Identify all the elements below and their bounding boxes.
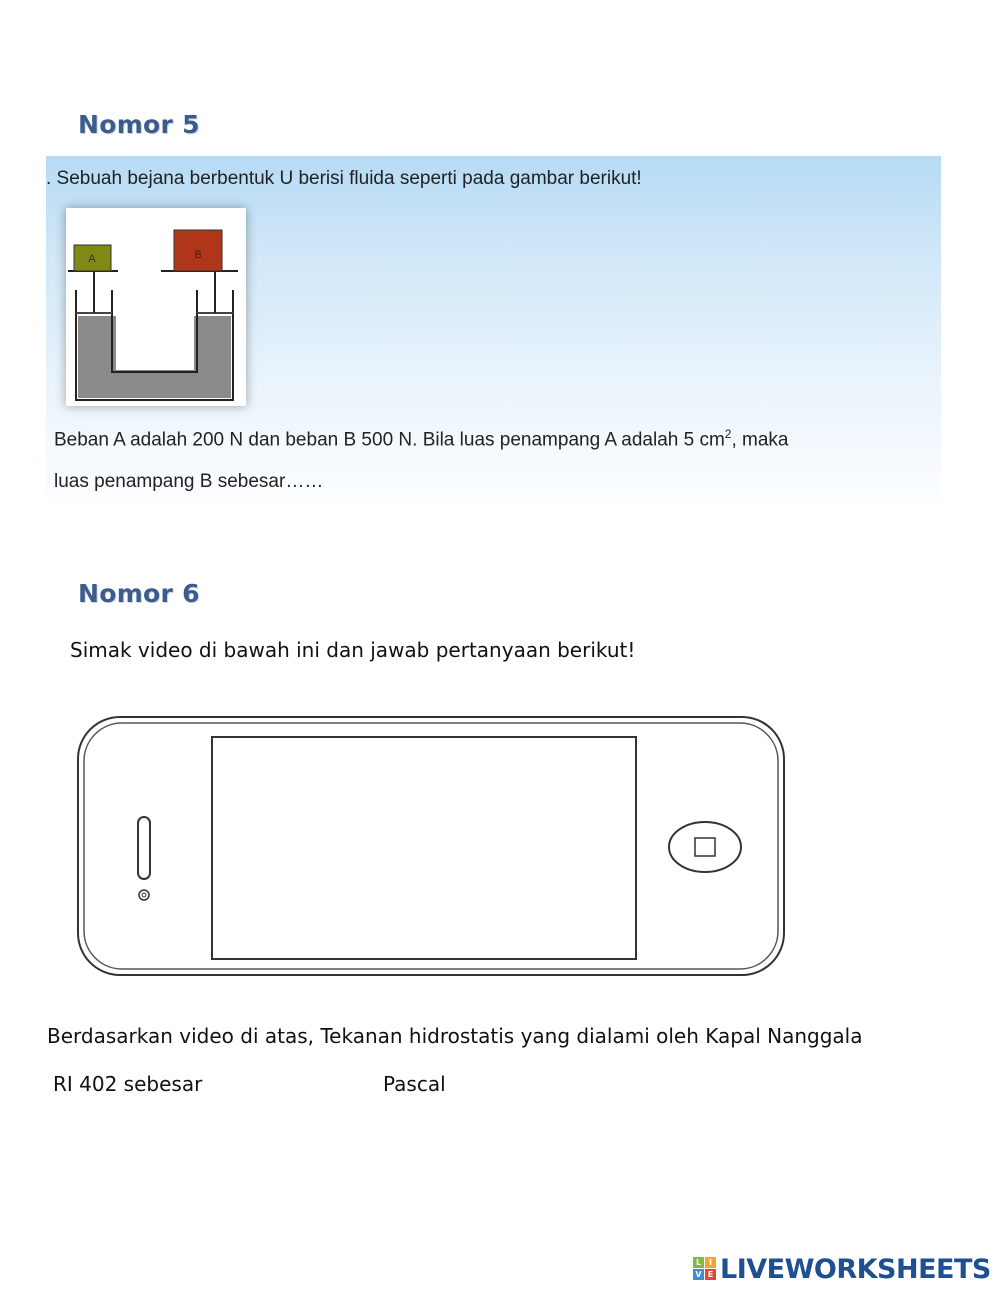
superscript: 2 [724, 427, 732, 441]
brand-name: LIVEWORKSHEETS [720, 1253, 991, 1285]
liveworksheets-brand [693, 1253, 991, 1285]
video-screen[interactable] [212, 737, 636, 959]
weight-a-label: A [88, 253, 96, 265]
camera-dot [139, 890, 149, 900]
question-5-panel [46, 156, 941, 508]
question-6-text-line-1: Berdasarkan video di atas, Tekanan hidrostatis yang dialami oleh Kapal Nanggala [47, 1024, 863, 1048]
fluid [78, 316, 231, 398]
u-tube-figure [66, 208, 246, 406]
home-button [669, 822, 741, 872]
speaker-slot [138, 817, 150, 879]
question-6-instruction: Simak video di bawah ini dan jawab pertanyaan berikut! [70, 638, 636, 662]
answer-input[interactable] [230, 1068, 370, 1098]
answer-unit: Pascal [383, 1072, 446, 1096]
liveworksheets-logo-icon: L I V E [693, 1257, 717, 1281]
question-5-heading: Nomor 5 [78, 110, 200, 139]
question-5-text-line-1: Beban A adalah 200 N dan beban B 500 N. Bila luas penampang A adalah 5 $cm^2$, maka [54, 427, 789, 451]
tube-inner-wall [112, 290, 197, 372]
video-phone-frame [76, 714, 788, 984]
question-6-text-line-2: RI 402 sebesar [53, 1072, 203, 1096]
question-5-text-line-2: luas penampang B sebesar…… [54, 471, 324, 492]
home-button-square [695, 838, 715, 856]
weight-b-label: B [194, 249, 202, 261]
question-6-heading: Nomor 6 [78, 579, 200, 608]
question-5-intro: . Sebuah bejana berbentuk U berisi fluida seperti pada gambar berikut! [46, 168, 642, 189]
u-tube-diagram [66, 208, 246, 406]
